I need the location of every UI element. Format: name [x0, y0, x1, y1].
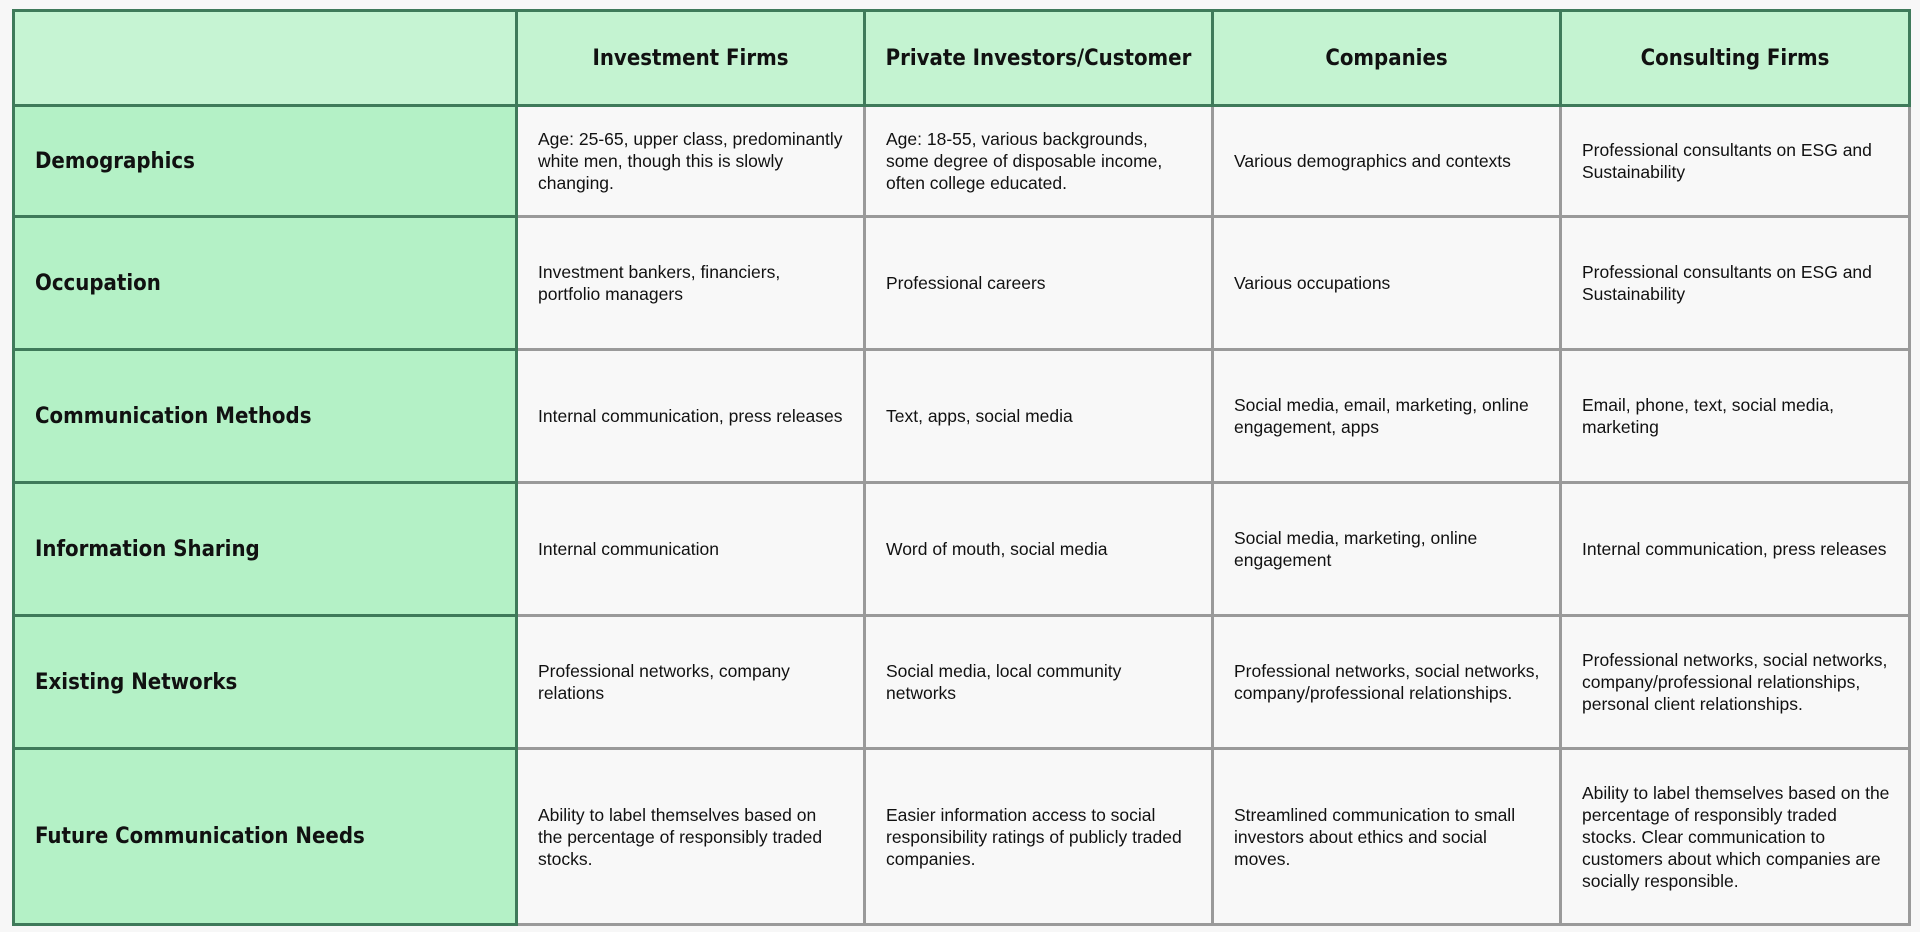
table-cell: Social media, email, marketing, online engagement, apps [1213, 350, 1561, 483]
table-cell: Social media, local community networks [865, 616, 1213, 749]
table-cell: Ability to label themselves based on the percentage of responsibly traded stocks. [517, 749, 865, 925]
table-cell: Word of mouth, social media [865, 483, 1213, 616]
row-header-communication-methods: Communication Methods [14, 350, 517, 483]
table-cell: Easier information access to social responsibility ratings of publicly traded companies. [865, 749, 1213, 925]
column-header-investment-firms: Investment Firms [517, 11, 865, 106]
table-cell: Age: 18-55, various backgrounds, some degree of disposable income, often college educated. [865, 106, 1213, 217]
table-cell: Age: 25-65, upper class, predominantly white men, though this is slowly changing. [517, 106, 865, 217]
table-row-future-communication-needs [14, 749, 1910, 925]
row-header-occupation: Occupation [14, 217, 517, 350]
row-header-demographics: Demographics [14, 106, 517, 217]
row-header-information-sharing: Information Sharing [14, 483, 517, 616]
table-cell: Streamlined communication to small investors about ethics and social moves. [1213, 749, 1561, 925]
table-cell: Social media, marketing, online engagement [1213, 483, 1561, 616]
column-header-private-investors: Private Investors/Customer [865, 11, 1213, 106]
column-header-consulting-firms: Consulting Firms [1561, 11, 1910, 106]
table-cell: Ability to label themselves based on the percentage of responsibly traded stocks. Clear communication to customers about which companies are socially responsible. [1561, 749, 1910, 925]
table-cell: Internal communication [517, 483, 865, 616]
table-cell: Professional consultants on ESG and Sustainability [1561, 217, 1910, 350]
table-cell: Various occupations [1213, 217, 1561, 350]
table-cell: Professional consultants on ESG and Sustainability [1561, 106, 1910, 217]
table-row-communication-methods [14, 350, 1910, 483]
table-cell: Internal communication, press releases [1561, 483, 1910, 616]
table-cell: Professional networks, social networks, company/professional relationships, personal client relationships. [1561, 616, 1910, 749]
row-header-future-communication-needs: Future Communication Needs [14, 749, 517, 925]
table-row-information-sharing [14, 483, 1910, 616]
table-cell: Internal communication, press releases [517, 350, 865, 483]
stakeholder-table-container [12, 9, 1908, 926]
table-cell: Email, phone, text, social media, marketing [1561, 350, 1910, 483]
table-row-occupation [14, 217, 1910, 350]
row-header-existing-networks: Existing Networks [14, 616, 517, 749]
table-row-demographics [14, 106, 1910, 217]
table-cell: Professional networks, company relations [517, 616, 865, 749]
header-row [14, 11, 1910, 106]
table-cell: Various demographics and contexts [1213, 106, 1561, 217]
header-corner-cell [14, 11, 517, 106]
column-header-companies: Companies [1213, 11, 1561, 106]
table-cell: Professional careers [865, 217, 1213, 350]
table-row-existing-networks [14, 616, 1910, 749]
table-cell: Investment bankers, financiers, portfolio managers [517, 217, 865, 350]
stakeholder-table [12, 9, 1911, 926]
table-cell: Professional networks, social networks, company/professional relationships. [1213, 616, 1561, 749]
table-cell: Text, apps, social media [865, 350, 1213, 483]
